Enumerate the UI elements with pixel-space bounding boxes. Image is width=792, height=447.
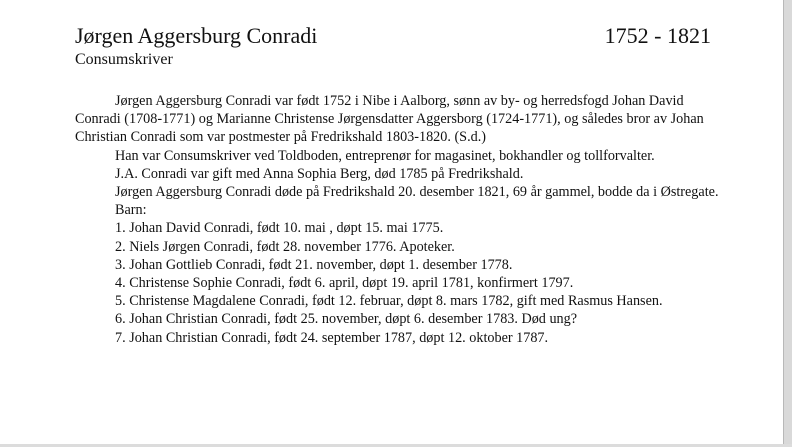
biography-paragraph-origin: Jørgen Aggersburg Conradi var født 1752 i Nibe i Aalborg, sønn av by- og herredsfogd Johan David Conradi (1708-1771) og Marianne Christense Jørgensdatter Aggersborg (1724-1771), og således bror av Johan Christian Conradi som var postmester på Fredrikshald 1803-1820. (S.d.) <box>75 93 704 146</box>
children-heading: Barn: <box>115 202 147 219</box>
child-entry: 2. Niels Jørgen Conradi, født 28. november 1776. Apoteker. <box>115 238 455 255</box>
person-name: Jørgen Aggersburg Conradi <box>75 23 318 48</box>
child-entry: 7. Johan Christian Conradi, født 24. september 1787, døpt 12. oktober 1787. <box>115 329 549 346</box>
occupation-subtitle: Consumskriver <box>75 51 173 68</box>
biography-paragraph-death: Jørgen Aggersburg Conradi døde på Fredrikshald 20. desember 1821, 69 år gammel, bodde da i Østregate. <box>115 184 719 201</box>
biography-paragraph-career: Han var Consumskriver ved Toldboden, entreprenør for magasinet, bokhandler og tollforvalter. <box>115 147 655 164</box>
biography-paragraph-marriage: J.A. Conradi var gift med Anna Sophia Berg, død 1785 på Fredrikshald. <box>115 165 524 182</box>
window-right-border <box>783 0 792 447</box>
document-header <box>75 22 715 52</box>
child-entry: 4. Christense Sophie Conradi, født 6. april, døpt 19. april 1781, konfirmert 1797. <box>115 275 574 292</box>
life-years: 1752 - 1821 <box>604 23 711 48</box>
child-entry: 1. Johan David Conradi, født 10. mai , døpt 15. mai 1775. <box>115 220 444 237</box>
child-entry: 5. Christense Magdalene Conradi, født 12. februar, døpt 8. mars 1782, gift med Rasmus Hansen. <box>115 293 663 310</box>
biography-body <box>75 92 725 347</box>
children-list <box>75 219 725 346</box>
child-entry: 3. Johan Gottlieb Conradi, født 21. november, døpt 1. desember 1778. <box>115 256 513 273</box>
child-entry: 6. Johan Christian Conradi, født 25. november, døpt 6. desember 1783. Død ung? <box>115 311 578 328</box>
